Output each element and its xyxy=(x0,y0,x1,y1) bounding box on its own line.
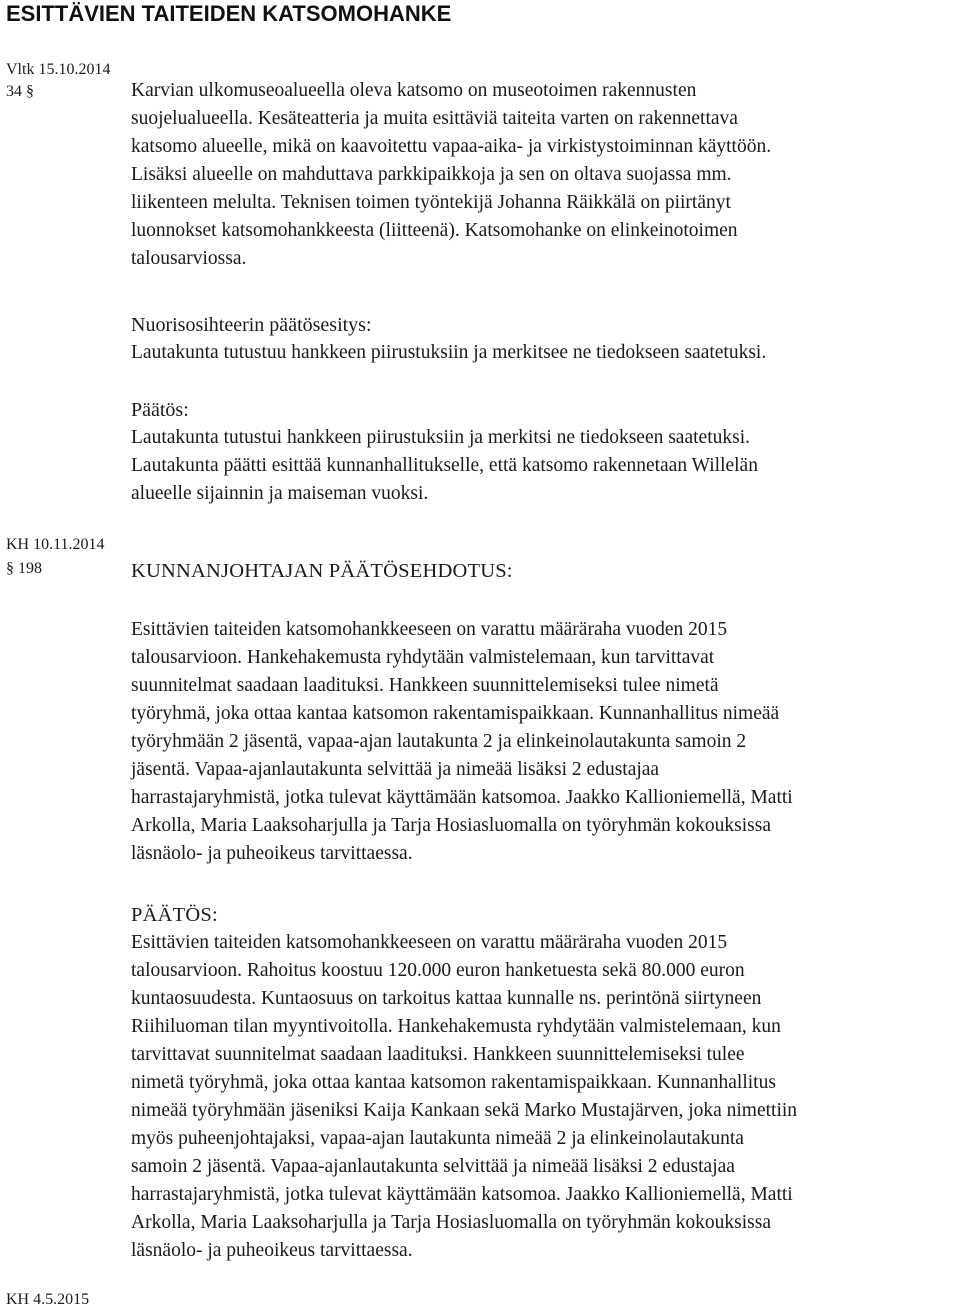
text-line: samoin 2 jäsentä. Vapaa-ajanlautakunta selvittää ja nimeää lisäksi 2 edustajaa xyxy=(131,1156,735,1177)
text-line: Arkolla, Maria Laaksoharjulla ja Tarja Hosiasluomalla on työryhmän kokouksissa xyxy=(131,815,771,836)
kh-decision-text xyxy=(131,929,960,1265)
text-line: nimeää työryhmään jäseniksi Kaija Kankaan sekä Marko Mustajärven, joka nimettiin xyxy=(131,1100,798,1121)
text-line: Esittävien taiteiden katsomohankkeeseen on varattu määräraha vuoden 2015 xyxy=(131,619,728,640)
vltk-proposal-heading: Nuorisosihteerin päätösesitys: xyxy=(131,314,372,336)
text-line: liikenteen melulta. Teknisen toimen työntekijä Johanna Räikkälä on piirtänyt xyxy=(131,192,731,213)
text-line: Esittävien taiteiden katsomohankkeeseen on varattu määräraha vuoden 2015 xyxy=(131,932,728,953)
vltk-section-number: 34 § xyxy=(6,83,34,100)
kh-meeting-date: KH 10.11.2014 xyxy=(6,536,105,553)
vltk-paragraph xyxy=(131,77,960,273)
text-line: Lisäksi alueelle on mahduttava parkkipaikkoja ja sen on oltava suojassa mm. xyxy=(131,164,732,185)
text-line: katsomo alueelle, mikä on kaavoitettu vapaa-aika- ja virkistystoiminnan käyttöön. xyxy=(131,136,772,157)
text-line: tarvittavat suunnitelmat saadaan laadituksi. Hankkeen suunnittelemiseksi tulee xyxy=(131,1044,745,1065)
text-line: kuntaosuudesta. Kuntaosuus on tarkoitus kattaa kunnalle ns. perintönä siirtyneen xyxy=(131,988,762,1009)
text-line: työryhmään 2 jäsentä, vapaa-ajan lautakunta 2 ja elinkeinolautakunta samoin 2 xyxy=(131,731,747,752)
vltk-decision-text xyxy=(131,424,960,508)
kh-decision-heading: PÄÄTÖS: xyxy=(131,904,218,926)
text-line: harrastajaryhmistä, jotka tulevat käyttämään katsomoa. Jaakko Kallioniemellä, Matti xyxy=(131,1184,793,1205)
text-line: talousarvioon. Hankehakemusta ryhdytään valmistelemaan, kun tarvittavat xyxy=(131,647,715,668)
text-line: nimetä työryhmä, joka ottaa kantaa katsomon rakentamispaikkaan. Kunnanhallitus xyxy=(131,1072,776,1093)
text-line: myös puheenjohtajaksi, vapaa-ajan lautakunta nimeää 2 ja elinkeinolautakunta xyxy=(131,1128,744,1149)
vltk-meeting-date: Vltk 15.10.2014 xyxy=(6,61,111,78)
kh-proposal-heading: KUNNANJOHTAJAN PÄÄTÖSEHDOTUS: xyxy=(131,560,513,582)
text-line: talousarviossa. xyxy=(131,248,247,269)
kh-proposal-text xyxy=(131,616,960,868)
text-line: Lautakunta päätti esittää kunnanhallitukselle, että katsomo rakennetaan Willelän xyxy=(131,455,758,476)
kh-section-number: § 198 xyxy=(6,560,42,577)
text-line: talousarvioon. Rahoitus koostuu 120.000 euron hanketuesta sekä 80.000 euron xyxy=(131,960,745,981)
vltk-decision-heading: Päätös: xyxy=(131,399,189,421)
text-line: Lautakunta tutustuu hankkeen piirustuksiin ja merkitsee ne tiedokseen saatetuksi. xyxy=(131,342,767,363)
text-line: työryhmä, joka ottaa kantaa katsomon rakentamispaikkaan. Kunnanhallitus nimeää xyxy=(131,703,780,724)
text-line: suojelualueella. Kesäteatteria ja muita esittäviä taiteita varten on rakennettava xyxy=(131,108,738,129)
document-title: ESITTÄVIEN TAITEIDEN KATSOMOHANKE xyxy=(6,1,452,26)
vltk-proposal-text xyxy=(131,339,960,367)
text-line: luonnokset katsomohankkeesta (liitteenä). Katsomohanke on elinkeinotoimen xyxy=(131,220,738,241)
text-line: jäsentä. Vapaa-ajanlautakunta selvittää ja nimeää lisäksi 2 edustajaa xyxy=(131,759,660,780)
text-line: suunnitelmat saadaan laadituksi. Hankkeen suunnittelemiseksi tulee nimetä xyxy=(131,675,719,696)
text-line: Lautakunta tutustui hankkeen piirustuksiin ja merkitsi ne tiedokseen saatetuksi. xyxy=(131,427,750,448)
text-line: harrastajaryhmistä, jotka tulevat käyttämään katsomoa. Jaakko Kallioniemellä, Matti xyxy=(131,787,793,808)
text-line: läsnäolo- ja puheoikeus tarvittaessa. xyxy=(131,1240,413,1261)
kh2-meeting-date: KH 4.5.2015 xyxy=(6,1291,90,1308)
text-line: läsnäolo- ja puheoikeus tarvittaessa. xyxy=(131,843,413,864)
text-line: alueelle sijainnin ja maiseman vuoksi. xyxy=(131,483,429,504)
text-line: Karvian ulkomuseoalueella oleva katsomo on museotoimen rakennusten xyxy=(131,80,697,101)
text-line: Riihiluoman tilan myyntivoitolla. Hankehakemusta ryhdytään valmistelemaan, kun xyxy=(131,1016,781,1037)
text-line: Arkolla, Maria Laaksoharjulla ja Tarja Hosiasluomalla on työryhmän kokouksissa xyxy=(131,1212,771,1233)
